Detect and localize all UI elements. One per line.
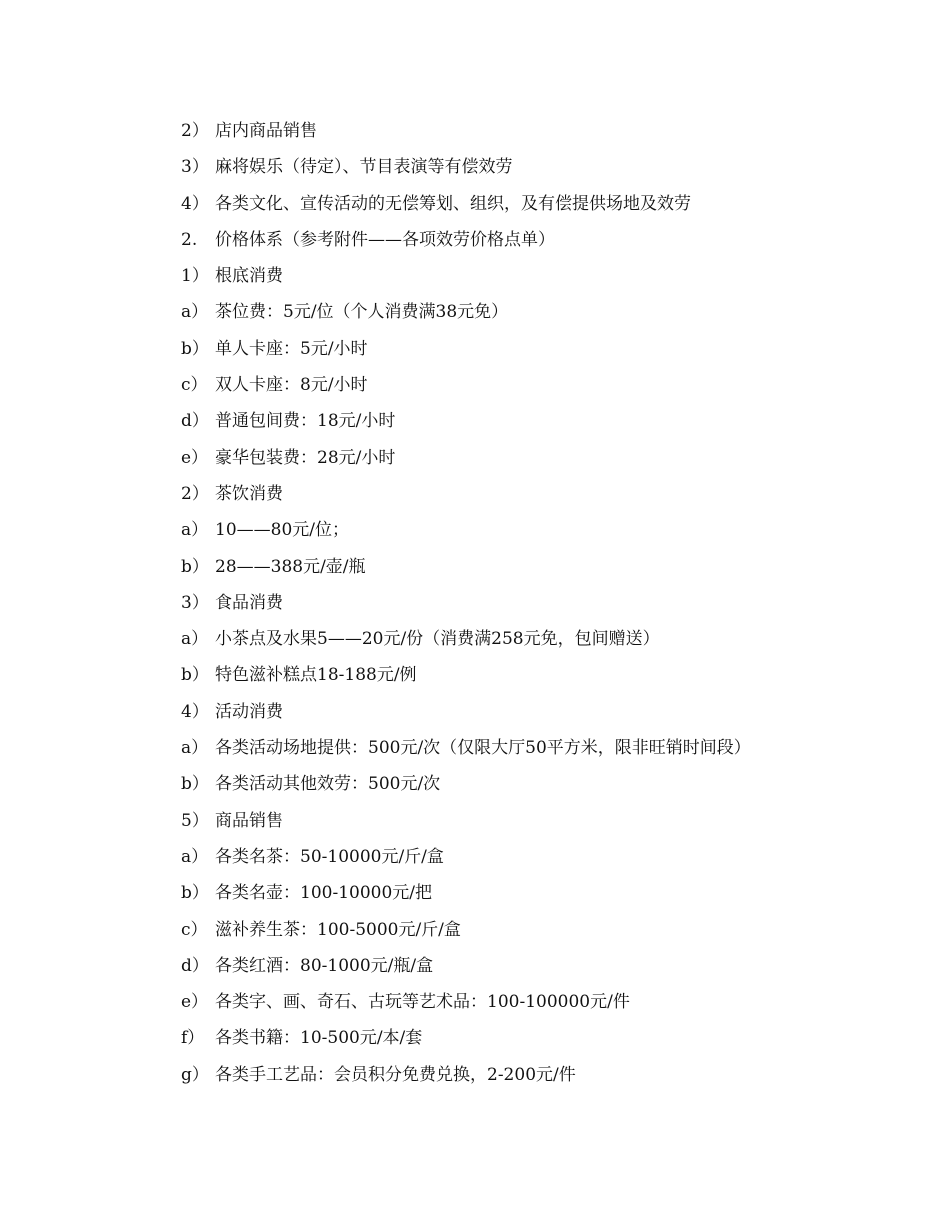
line-text: 价格体系（参考附件——各项效劳价格点单）: [215, 229, 555, 250]
document-line: [181, 298, 881, 334]
document-line: [181, 444, 881, 480]
line-text: 各类活动场地提供：500元/次（仅限大厅50平方米，限非旺销时间段）: [215, 738, 751, 759]
line-marker: 4）: [181, 193, 209, 214]
line-text: 滋补养生茶：100-5000元/斤/盒: [215, 919, 461, 940]
document-line: [181, 480, 881, 516]
line-marker: c）: [181, 919, 208, 940]
line-marker: d）: [181, 411, 209, 432]
line-text: 各类书籍：10-500元/本/套: [215, 1028, 423, 1049]
line-text: 各类手工艺品：会员积分免费兑换，2-200元/件: [215, 1064, 576, 1085]
line-marker: b）: [181, 338, 209, 359]
document-line: [181, 1024, 881, 1060]
line-marker: d）: [181, 955, 209, 976]
document-line: [181, 371, 881, 407]
document-line: [181, 625, 881, 661]
document-line: [181, 262, 881, 298]
line-text: 根底消费: [215, 266, 283, 287]
line-marker: 3）: [181, 157, 209, 178]
line-text: 各类名壶：100-10000元/把: [215, 883, 432, 904]
line-marker: a）: [181, 629, 209, 650]
line-text: 麻将娱乐（待定）、节目表演等有偿效劳: [215, 157, 513, 178]
document-line: [181, 407, 881, 443]
line-text: 28——388元/壶/瓶: [215, 556, 366, 577]
line-marker: g）: [181, 1064, 209, 1085]
line-marker: 1）: [181, 266, 209, 287]
line-text: 茶位费：5元/位（个人消费满38元免）: [215, 302, 509, 323]
document-line: [181, 226, 881, 262]
line-marker: f）: [181, 1028, 205, 1049]
document-line: [181, 589, 881, 625]
document-body: [181, 117, 881, 1097]
document-line: [181, 335, 881, 371]
line-marker: a）: [181, 846, 209, 867]
line-text: 10——80元/位；: [215, 520, 349, 541]
line-marker: b）: [181, 883, 209, 904]
document-line: [181, 988, 881, 1024]
line-text: 双人卡座：8元/小时: [215, 375, 368, 396]
line-text: 豪华包装费：28元/小时: [215, 447, 396, 468]
document-line: [181, 916, 881, 952]
line-text: 各类文化、宣传活动的无偿筹划、组织，及有偿提供场地及效劳: [215, 193, 691, 214]
line-marker: 3）: [181, 592, 209, 613]
line-text: 茶饮消费: [215, 483, 283, 504]
line-marker: b）: [181, 774, 209, 795]
line-marker: 2）: [181, 483, 209, 504]
line-text: 普通包间费：18元/小时: [215, 411, 396, 432]
document-line: [181, 661, 881, 697]
line-text: 特色滋补糕点18-188元/例: [215, 665, 417, 686]
line-text: 各类红酒：80-1000元/瓶/盒: [215, 955, 434, 976]
line-marker: e）: [181, 447, 209, 468]
document-line: [181, 879, 881, 915]
line-marker: c）: [181, 375, 208, 396]
line-text: 小茶点及水果5——20元/份（消费满258元免，包间赠送）: [215, 629, 660, 650]
line-text: 商品销售: [215, 810, 283, 831]
line-marker: 2）: [181, 121, 209, 141]
line-marker: b）: [181, 665, 209, 686]
document-line: [181, 698, 881, 734]
line-text: 活动消费: [215, 701, 283, 722]
line-text: 食品消费: [215, 592, 283, 613]
document-line: [181, 807, 881, 843]
document-line: [181, 952, 881, 988]
document-line: [181, 734, 881, 770]
document-line: [181, 153, 881, 189]
line-text: 各类活动其他效劳：500元/次: [215, 774, 441, 795]
line-marker: 5）: [181, 810, 209, 831]
line-text: 各类字、画、奇石、古玩等艺术品：100-100000元/件: [215, 992, 630, 1013]
document-line: [181, 843, 881, 879]
line-text: 店内商品销售: [215, 121, 317, 141]
line-marker: e）: [181, 992, 209, 1013]
line-text: 单人卡座：5元/小时: [215, 338, 368, 359]
document-line: [181, 770, 881, 806]
line-text: 各类名茶：50-10000元/斤/盒: [215, 846, 444, 867]
line-marker: b）: [181, 556, 209, 577]
document-line: [181, 1061, 881, 1097]
document-line: [181, 553, 881, 589]
document-line: [181, 516, 881, 552]
line-marker: a）: [181, 520, 209, 541]
line-marker: a）: [181, 738, 209, 759]
line-marker: 2.: [181, 229, 198, 250]
line-marker: 4）: [181, 701, 209, 722]
document-line: [181, 117, 881, 153]
document-line: [181, 190, 881, 226]
line-marker: a）: [181, 302, 209, 323]
